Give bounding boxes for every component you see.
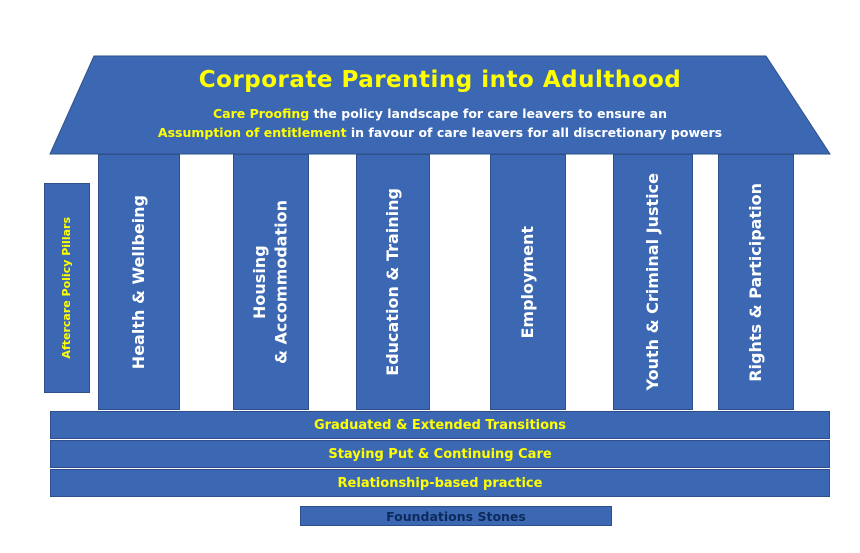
pillar-employment [490, 154, 566, 410]
step-label: Staying Put & Continuing Care [328, 446, 552, 462]
step-staying-put-continuing-care [50, 440, 830, 468]
pillar-label: Rights & Participation [746, 182, 766, 382]
roof-title: Corporate Parenting into Adulthood [198, 67, 682, 93]
pillar-health-wellbeing [98, 154, 180, 410]
pillar-label: Health & Wellbeing [129, 194, 149, 370]
roof-line-2-text: in favour of care leavers for all discretionary powers [346, 125, 723, 140]
care-proofing-highlight: Care Proofing [212, 106, 310, 121]
pillar-rights-participation [718, 154, 794, 410]
roof-subtitle-line-1 [50, 106, 830, 121]
roof-subtitle-line-2 [50, 125, 830, 140]
pillar-label: Education & Training [383, 188, 403, 376]
aftercare-policy-pillars-label [44, 183, 90, 393]
foundations-stones [300, 506, 612, 526]
step-graduated-extended-transitions [50, 411, 830, 439]
pillar-label: Youth & Criminal Justice [643, 173, 663, 391]
pillar-education-training [356, 154, 430, 410]
roof-line-1-text: the policy landscape for care leavers to ensure an [309, 106, 668, 121]
pillar-label: Employment [518, 225, 538, 339]
pillar-youth-criminal-justice [613, 154, 693, 410]
step-relationship-based-practice [50, 469, 830, 497]
step-label: Graduated & Extended Transitions [313, 417, 567, 433]
side-pillar-label: Aftercare Policy Pillars [59, 217, 73, 359]
pillar-label: Housing & Accommodation [250, 200, 291, 364]
pillar-housing-accommodation [233, 154, 309, 410]
foundation-label: Foundations Stones [386, 508, 526, 524]
step-label: Relationship-based practice [337, 475, 543, 491]
assumption-of-entitlement-highlight: Assumption of entitlement [157, 125, 347, 140]
